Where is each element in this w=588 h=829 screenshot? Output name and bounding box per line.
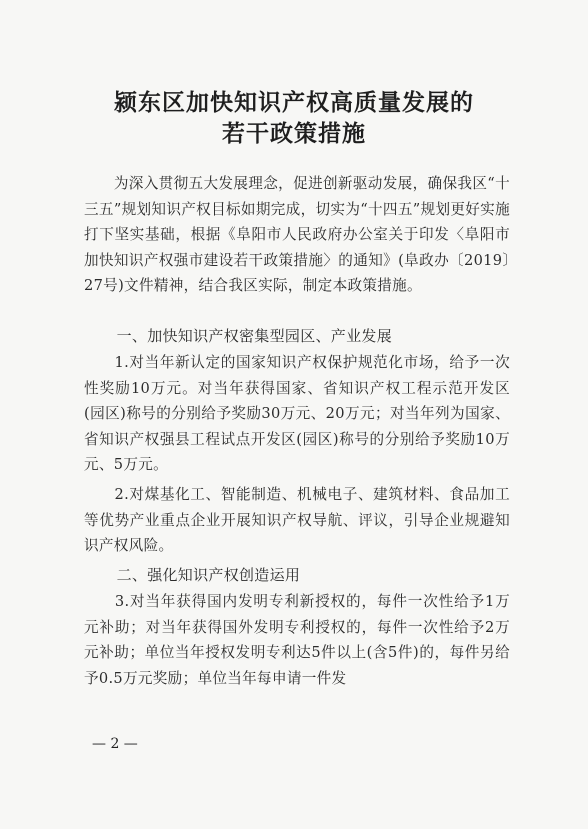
item-paragraph-1: 1.对当年新认定的国家知识产权保护规范化市场，给予一次性奖励10万元。对当年获得国家、省知识产权工程示范开发区(园区)称号的分别给予奖励30万元、20万元；对当年列为国家、省知识产权强县工程试点开发区(园区)称号的分别给予奖励10万元、5万元。 (84, 354, 510, 474)
section-heading-1: 一、加快知识产权密集型园区、产业发展 (86, 327, 393, 345)
item-paragraph-3: 3.对当年获得国内发明专利新授权的，每件一次性给予1万元补助；对当年获得国外发明专利授权的，每件一次性给予2万元补助；单位当年授权发明专利达5件以上(含5件)的，每件另给予0.5万元奖励；单位当年每申请一件发 (84, 593, 510, 687)
section-heading-2: 二、强化知识产权创造运用 (86, 566, 301, 584)
intro-paragraph: 为深入贯彻五大发展理念，促进创新驱动发展，确保我区“十三五”规划知识产权目标如期完成，切实为“十四五”规划更好实施打下坚实基础，根据《阜阳市人民政府办公室关于印发〈阜阳市加快知识产权强市建设若干政策措施〉的通知》(阜政办〔2019〕27号)文件精神，结合我区实际，制定本政策措施。 (84, 175, 510, 295)
document-title-line2: 若干政策措施 (222, 120, 366, 147)
item-paragraph-2: 2.对煤基化工、智能制造、机械电子、建筑材料、食品加工等优势产业重点企业开展知识产权导航、评议，引导企业规避知识产权风险。 (84, 486, 510, 555)
document-title-line1: 颍东区加快知识产权高质量发展的 (114, 89, 474, 116)
page-number: — 2 — (92, 736, 138, 752)
